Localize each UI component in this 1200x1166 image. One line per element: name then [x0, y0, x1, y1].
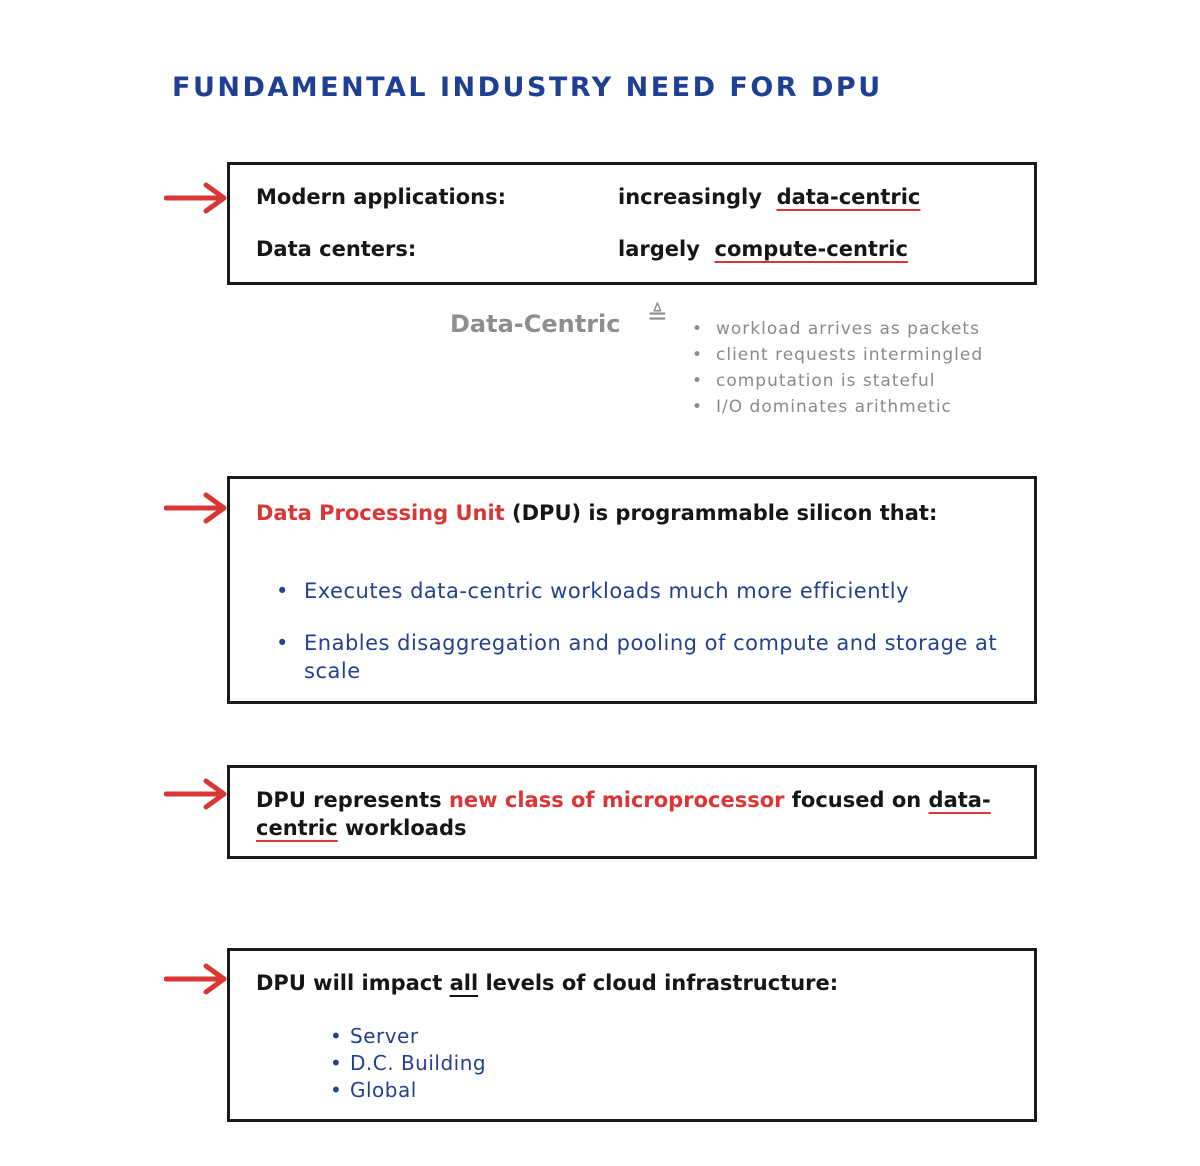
- dpu-impact-statement: [256, 971, 838, 995]
- dpu-name: Data Processing Unit: [256, 501, 505, 525]
- list-item: • computation is stateful: [692, 368, 983, 394]
- impact-prefix: DPU will impact: [256, 971, 450, 995]
- list-item: • Enables disaggregation and pooling of compute and storage at scale: [276, 629, 1016, 685]
- modern-applications-label: Modern applications:: [256, 185, 506, 209]
- list-item: • client requests intermingled: [692, 342, 983, 368]
- dpu-bullet-list: [276, 629, 1016, 685]
- list-item: • Global: [330, 1077, 486, 1104]
- cloud-impact-box: [227, 948, 1037, 1122]
- dpu-microprocessor-box: [227, 765, 1037, 859]
- compute-centric-emphasis: compute-centric: [714, 237, 908, 261]
- page-title: FUNDAMENTAL INDUSTRY NEED FOR DPU: [172, 72, 883, 103]
- infrastructure-levels-list: [330, 1023, 486, 1104]
- list-item: • workload arrives as packets: [692, 316, 983, 342]
- list-item: • I/O dominates arithmetic: [692, 394, 983, 420]
- defined-as-symbol: ≜: [647, 301, 668, 330]
- modern-applications-prefix: increasingly: [618, 185, 762, 209]
- arrow-right-icon: [164, 181, 230, 215]
- modern-applications-value: [618, 185, 920, 209]
- dpu-definition-box: [227, 476, 1037, 704]
- data-centric-underlined: data-centric: [256, 788, 991, 840]
- statement-suffix: workloads: [337, 816, 467, 840]
- arrow-right-icon: [164, 962, 230, 996]
- data-centric-emphasis: data-centric: [776, 185, 921, 209]
- applications-vs-datacenters-box: [227, 162, 1037, 285]
- dpu-represents-statement: [256, 786, 1016, 842]
- dpu-intro-rest: (DPU) is programmable silicon that:: [504, 501, 938, 525]
- new-class-phrase: new class of microprocessor: [448, 788, 785, 812]
- impact-suffix: levels of cloud infrastructure:: [478, 971, 839, 995]
- list-item: • D.C. Building: [330, 1050, 486, 1077]
- definition-term: Data-Centric: [450, 310, 621, 338]
- arrow-right-icon: [164, 777, 230, 811]
- all-underlined: all: [449, 971, 479, 995]
- definition-list: [692, 316, 983, 420]
- data-centers-value: [618, 237, 908, 261]
- data-centers-prefix: largely: [618, 237, 700, 261]
- dpu-bullet-list: [276, 577, 1016, 605]
- arrow-right-icon: [164, 491, 230, 525]
- statement-prefix: DPU represents: [256, 788, 449, 812]
- list-item: • Server: [330, 1023, 486, 1050]
- list-item: • Executes data-centric workloads much more efficiently: [276, 577, 1016, 605]
- statement-middle: focused on: [784, 788, 929, 812]
- data-centers-label: Data centers:: [256, 237, 417, 261]
- dpu-intro: [256, 499, 996, 527]
